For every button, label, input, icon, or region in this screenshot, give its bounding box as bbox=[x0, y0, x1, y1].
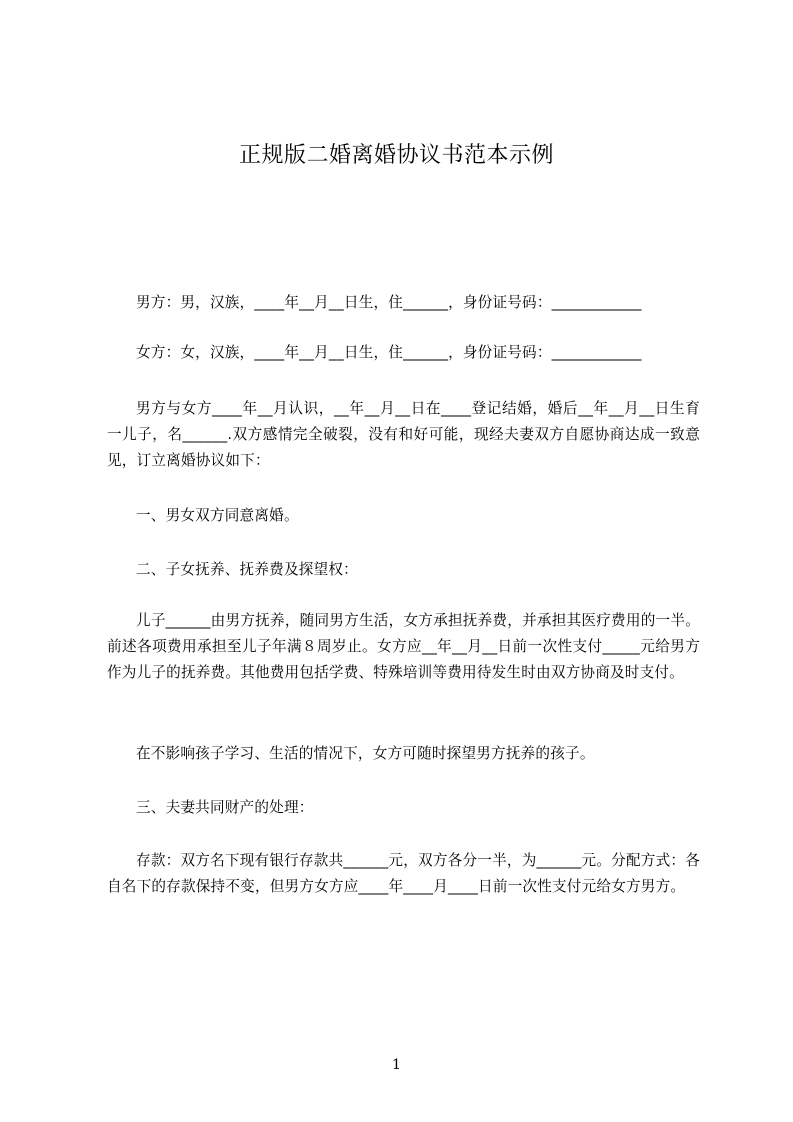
clause-2-heading: 二、子女抚养、抚养费及探望权： bbox=[136, 561, 358, 578]
female-party-paragraph: 女方：女，汉族，____年__月__日生，住______，身份证号码：____________ bbox=[136, 344, 642, 361]
clause-3-heading: 三、夫妻共同财产的处理： bbox=[136, 799, 314, 816]
child-support-paragraph: 儿子______由男方抚养，随同男方生活，女方承担抚养费，并承担其医疗费用的一半。前述各项费用承担至儿子年满８周岁止。女方应__年__月__日前一次性支付_____元给男方作为儿子的抚养费。其他费用包括学费、特殊培训等费用待发生时由双方协商及时支付。 bbox=[107, 612, 700, 681]
page-number: 1 bbox=[392, 1057, 401, 1073]
visitation-paragraph: 在不影响孩子学习、生活的情况下，女方可随时探望男方抚养的孩子。 bbox=[136, 745, 595, 762]
intro-paragraph: 男方与女方____年__月认识，__年__月__日在____登记结婚，婚后__年__月__日生育一儿子，名______.双方感情完全破裂，没有和好可能，现经夫妻双方自愿协商达成一致意见，订立离婚协议如下： bbox=[107, 400, 700, 469]
document-title: 正规版二婚离婚协议书范本示例 bbox=[238, 143, 554, 168]
male-party-paragraph: 男方：男，汉族，____年__月__日生，住______，身份证号码：____________ bbox=[136, 294, 642, 311]
clause-1-heading: 一、男女双方同意离婚。 bbox=[136, 507, 299, 524]
deposit-paragraph: 存款：双方名下现有银行存款共______元，双方各分一半，为______元。分配方式：各自名下的存款保持不变，但男方女方应____年____月____日前一次性支付元给女方男方。 bbox=[107, 852, 700, 895]
